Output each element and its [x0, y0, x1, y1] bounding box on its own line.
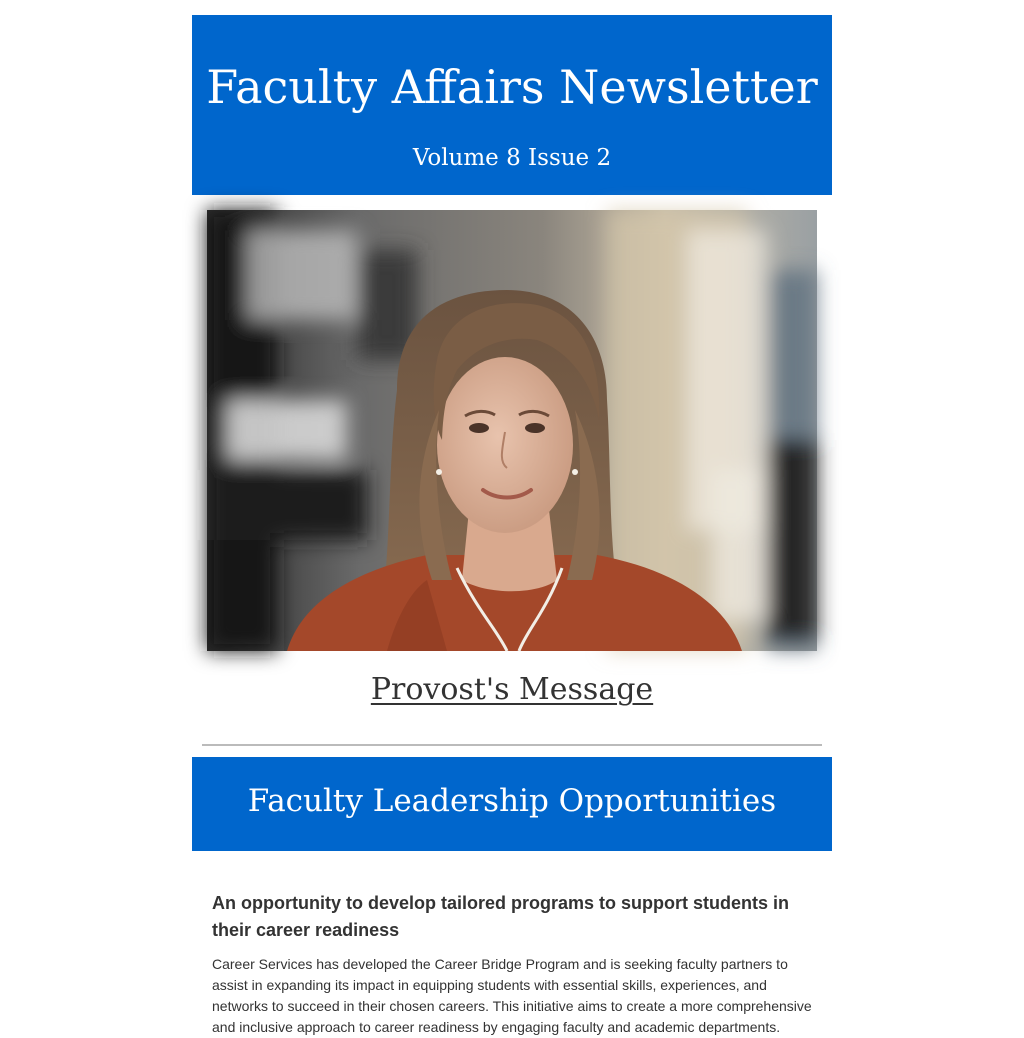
section-header-band — [192, 757, 832, 851]
article-heading: An opportunity to develop tailored programs to support students in their career readiness — [212, 893, 790, 940]
newsletter-masthead — [192, 15, 832, 195]
portrait-illustration — [207, 210, 817, 651]
article-body: Career Services has developed the Career Bridge Program and is seeking faculty partners to assist in expanding its impact in equipping students with essential skills, experiences, and networks to succeed in their chosen careers. This initiative aims to create a more comprehensive and inclusive approach to career readiness by engaging faculty and academic departments. — [212, 956, 812, 1035]
issue-label: Volume 8 Issue 2 — [412, 145, 612, 171]
provost-portrait-photo[interactable] — [207, 210, 817, 651]
section-title: Faculty Leadership Opportunities — [247, 783, 777, 819]
newsletter-title: Faculty Affairs Newsletter — [206, 60, 818, 114]
newsletter-container — [192, 0, 832, 1035]
section-divider — [202, 744, 822, 746]
provosts-message-link[interactable]: Provost's Message — [370, 672, 654, 707]
